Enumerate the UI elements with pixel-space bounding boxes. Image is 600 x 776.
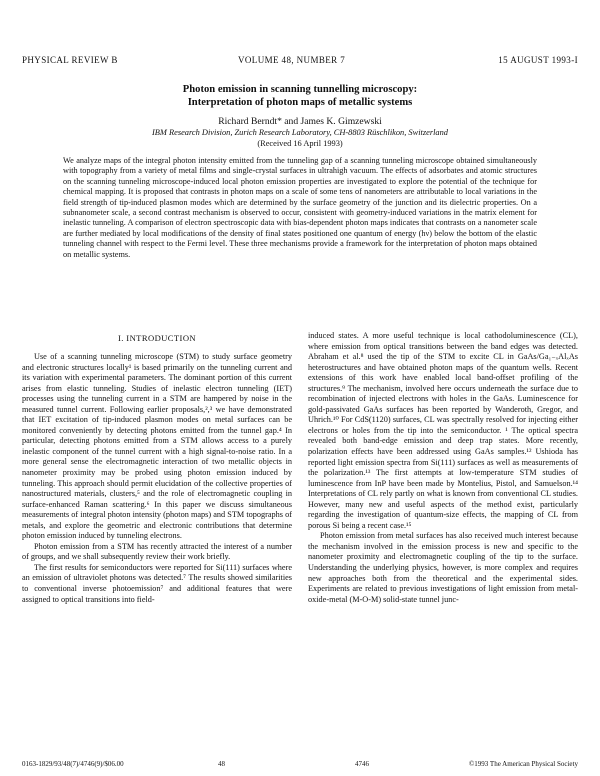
paragraph: induced states. A more useful technique is local cathodoluminescence (CL), where emission from optical transitions between the band edges was detected. Abraham et al.⁸ used the tip of the STM to excite CL in GaAs/Ga₁₋ₓAlₓAs heterostructures and have obtained photon maps of the quantum wells. Recent extensions of this work have enabled local band-offset profiling of the structures.⁹ The mechanism, involved here occurs underneath the surface due to recombination of injected electrons with holes in the GaAs. Luminescence for gold-passivated GaAs surfaces has been reported by Wanderoth, Gregor, and Uhrich.¹⁰ For CdS(1120) surfaces, CL was spectrally resolved for injecting either electrons or holes from the tip into the semiconductor. ¹ The optical spectra revealed both band-edge emission and deep trap states. More recently, polarization effects have been addressed using GaAs samples.¹² Ushioda has reported light emission spectra from Si(111) surfaces as well as measurements of the polarization.¹³ The first attempts at low-temperature STM studies of luminescence from InP have been made by Montelius, Pistol, and Samuelson.¹⁴ Interpretations of CL rely partly on what is known from conventional CL studies. However, many new and useful aspects of the method exist, particularly regarding the investigation of quantum-size effects, the mapping of CL from porous Si being a recent case.¹⁵ xyxy=(308,331,578,530)
footer-volume: 48 xyxy=(218,760,225,768)
footer-copyright: ©1993 The American Physical Society xyxy=(468,760,578,768)
footer-page: 4746 xyxy=(355,760,369,768)
received-date: (Received 16 April 1993) xyxy=(257,139,343,148)
paragraph: The first results for semiconductors were reported for Si(111) surfaces where an emission of ultraviolet photons was detected.⁷ The results showed similarities to conventional inverse photoemission⁷ and additional features that were assigned to optical transitions into field- xyxy=(22,562,292,604)
authors: Richard Berndt* and James K. Gimzewski xyxy=(218,116,382,127)
issue-date: 15 AUGUST 1993-I xyxy=(498,55,578,65)
right-column xyxy=(308,331,578,605)
journal-name: PHYSICAL REVIEW B xyxy=(22,55,118,65)
footer-code: 0163-1829/93/48(7)/4746(9)/$06.00 xyxy=(22,760,124,768)
title-line: Interpretation of photon maps of metallic systems xyxy=(187,96,413,108)
abstract: We analyze maps of the integral photon intensity emitted from the tunneling gap of a scanning tunneling microscope obtained simultaneously with topography from a variety of metal films and single-crystal surfaces in ultrahigh vacuum. The effects of adsorbates and atomic structures on the scanning tunneling microscope-induced local photon emission properties are investigated to explore the potential of the technique for chemical mapping. It is proposed that contrasts in photon maps on a scale of some tens of nanometers are attributable to local variations in the field strength of tip-induced plasmon modes which are determined by the surface geometry of the junction and its dielectric properties. On a subnanometer scale, a second contrast mechanism is observed to occur, consistent with geometry-induced variations in the matrix element for inelastic tunneling. A comparison of electron spectroscopic data with bias-dependent photon maps indicates that contrasts on a nanometer scale are further mediated by local modifications of the density of final states positioned one quantum of energy (hν) below the bottom of the elastic tunneling channel with respect to the Fermi level. These three mechanisms provide a framework for the interpretation of photon maps obtained on metallic systems. xyxy=(63,156,537,259)
volume-number: VOLUME 48, NUMBER 7 xyxy=(238,55,346,65)
paragraph: Use of a scanning tunneling microscope (STM) to study surface geometry and electronic structures locally¹ is based primarily on the tunneling current and its variation with experimental parameters. The dominant portion of this current arises from elastic tunneling. Studies of inelastic electron tunneling (IET) processes using the tunneling current in a STM are hampered by noise in the measured tunnel current. Following earlier proposals,²,³ we have demonstrated that IET excitation of tip-induced plasmon modes on metal surfaces can be monitored conveniently by detecting photons emitted from the tunnel gap.⁴ In particular, detecting photons emitted from a STM allows access to a purely inelastic component of the tunnel current with a high signal-to-noise ratio. In a more general sense the electromagnetic interaction of two metallic objects in nanometer proximity may be probed using photon emission induced by tunneling. This approach should permit elucidation of the collective properties of nanostructured materials, clusters,⁵ and the role of electromagnetic coupling in surface-enhanced Raman scattering.⁶ In this paper we discuss simultaneous measurements of integral photon intensity (photon maps) and STM topographs of metals, and explore the geometric and electronic contributions that determine photon emission induced by tunneling electrons. xyxy=(22,352,292,541)
title-line: Photon emission in scanning tunnelling microscopy: xyxy=(182,84,418,95)
section-heading: I. INTRODUCTION xyxy=(117,333,197,343)
running-header xyxy=(22,55,578,69)
paragraph: Photon emission from metal surfaces has also received much interest because the mechanism involved in the emission process is new and specific to the nanometer proximity and electromagnetic coupling of the tip to the surface. Understanding the underlying physics, however, is more complex and requires new approaches both from the theoretical and the experimental sides. Experiments are related to previous investigations of light emission from metal-oxide-metal (M-O-M) solid-state tunnel junc- xyxy=(308,531,578,604)
paper-title xyxy=(0,84,600,109)
left-column xyxy=(22,352,292,605)
paragraph: Photon emission from a STM has recently attracted the interest of a number of groups, and we shall subsequently review their work briefly. xyxy=(22,541,292,562)
affiliation: IBM Research Division, Zurich Research Laboratory, CH-8803 Rüschlikon, Switzerland xyxy=(152,128,448,137)
